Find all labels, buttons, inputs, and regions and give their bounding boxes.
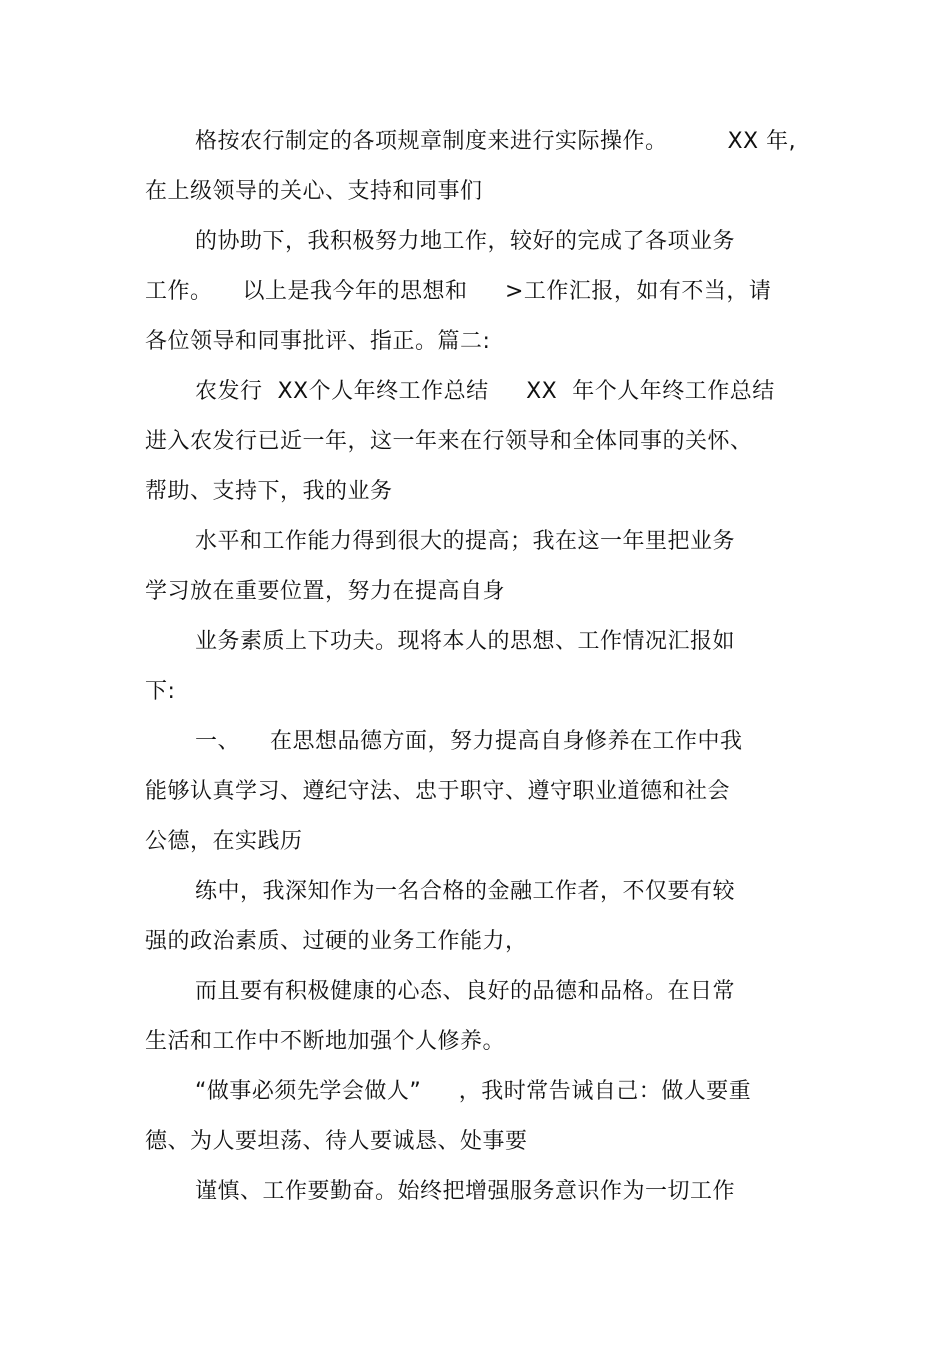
text-line: 工作。 以上是我今年的思想和 >工作汇报，如有不当，请: [145, 279, 772, 304]
text-line: 下:: [145, 679, 176, 704]
text-line: 强的政治素质、过硬的业务工作能力，: [145, 929, 528, 954]
text-line: 而且要有积极健康的心态、良好的品德和品格。在日常: [195, 979, 736, 1004]
text-line: 进入农发行已近一年，这一年来在行领导和全体同事的关怀、: [145, 429, 753, 454]
text-line: 德、为人要坦荡、待人要诚恳、处事要: [145, 1129, 528, 1154]
text-line: 格按农行制定的各项规章制度来进行实际操作。 XX 年,: [195, 129, 797, 154]
text-line: 帮助、支持下，我的业务: [145, 479, 393, 504]
text-line: “做事必须先学会做人” ，我时常告诫自己：做人要重: [195, 1079, 752, 1104]
text-line: 农发行 XX个人年终工作总结 XX 年个人年终工作总结: [195, 379, 775, 404]
text-line: 的协助下，我积极努力地工作，较好的完成了各项业务: [195, 229, 736, 254]
text-line: 谨慎、工作要勤奋。始终把增强服务意识作为一切工作: [195, 1179, 736, 1204]
text-line: 业务素质上下功夫。现将本人的思想、工作情况汇报如: [195, 629, 736, 654]
text-line: 一、 在思想品德方面，努力提高自身修养在工作中我: [195, 729, 743, 754]
text-line: 公德，在实践历: [145, 829, 303, 854]
text-line: 能够认真学习、遵纪守法、忠于职守、遵守职业道德和社会: [145, 779, 731, 804]
text-line: 在上级领导的关心、支持和同事们: [145, 179, 483, 204]
text-line: 水平和工作能力得到很大的提高；我在这一年里把业务: [195, 529, 736, 554]
text-line: 各位领导和同事批评、指正。篇二:: [145, 329, 491, 354]
text-line: 学习放在重要位置，努力在提高自身: [145, 579, 506, 604]
text-line: 练中，我深知作为一名合格的金融工作者，不仅要有较: [195, 879, 736, 904]
text-line: 生活和工作中不断地加强个人修养。: [145, 1029, 506, 1054]
